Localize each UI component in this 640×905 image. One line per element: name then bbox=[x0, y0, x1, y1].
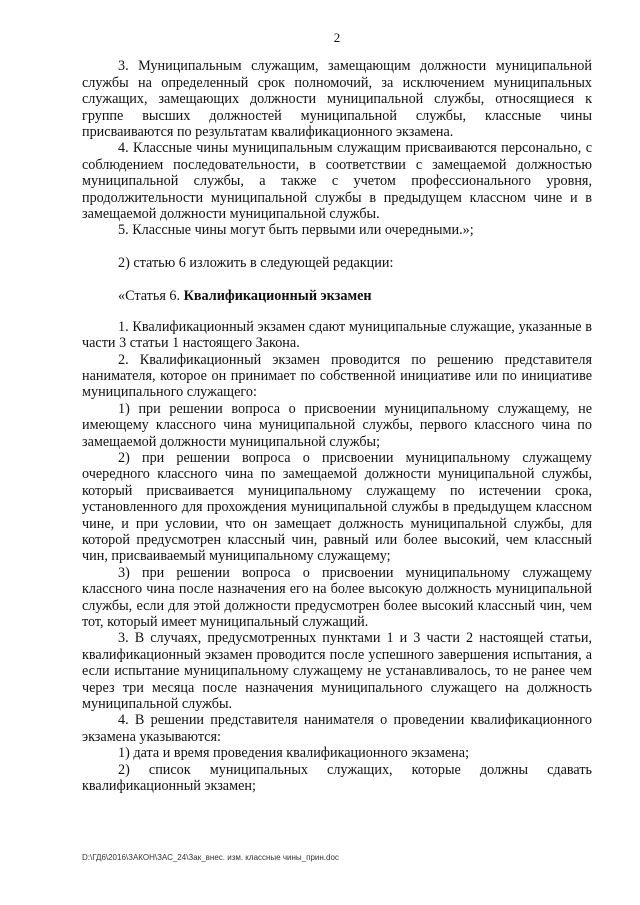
paragraph-art6-item-2: 2) при решении вопроса о присвоении муниципальному служащему очередного классного чина по замещаемой должности муниципальной службы, который присваивается муниципальному служащему по истечении срока, установленного для прохождения муниципальной службы в предыдущем классном чине, и при условии, что он замещает должность муниципальной службы, для которой предусмотрен классный чин, равный или более высокий, чем классный чин, присваиваемый муниципальному служащему; bbox=[82, 449, 592, 565]
article-heading bbox=[82, 288, 592, 304]
paragraph-part-5: 5. Классные чины могут быть первыми или очередными.»; bbox=[118, 222, 474, 239]
document-page bbox=[82, 30, 592, 794]
article-heading-prefix: «Статья 6. bbox=[118, 288, 184, 305]
paragraph-art6-part4-item-1: 1) дата и время проведения квалификационного экзамена; bbox=[118, 745, 470, 762]
page-number: 2 bbox=[333, 30, 341, 45]
paragraph-art6-part-4: 4. В решении представителя нанимателя о проведении квалификационного экзамена указываются: bbox=[82, 712, 592, 745]
paragraph-art6-part-2: 2. Квалификационный экзамен проводится по решению представителя нанимателя, которое он принимает по собственной инициативе или по инициативе муниципального служащего: bbox=[82, 351, 592, 401]
paragraph-art6-item-1: 1) при решении вопроса о присвоении муниципальному служащему, не имеющему классного чина муниципальной службы, первого классного чина по замещаемой должности муниципальной службы; bbox=[82, 400, 592, 450]
paragraph-part-3: 3. Муниципальным служащим, замещающим должности муниципальной службы на определенный срок полномочий, за исключением муниципальных служащих, замещающих должности муниципальной службы, относящиеся к группе высших должностей муниципальной службы, классные чины присваиваются по результатам квалификационного экзамена. bbox=[82, 58, 592, 141]
article-heading-title: Квалификационный экзамен bbox=[183, 288, 372, 305]
paragraph-art6-item-3: 3) при решении вопроса о присвоении муниципальному служащему классного чина после назначения его на более высокую должность муниципальной службы, если для этой должности предусмотрен более высокий классный чин, чем тот, который имеет муниципальный служащий. bbox=[82, 564, 592, 630]
footer-file-path: D:\ГД6\2016\ЗАКОН\ЗАС_24\Зак_внес. изм. классные чины_прин.doc bbox=[82, 853, 339, 862]
paragraph-amendment-2: 2) статью 6 изложить в следующей редакции: bbox=[118, 254, 394, 271]
paragraph-art6-part-1: 1. Квалификационный экзамен сдают муниципальные служащие, указанные в части 3 статьи 1 настоящего Закона. bbox=[82, 318, 592, 352]
paragraph-part-4: 4. Классные чины муниципальным служащим присваиваются персонально, с соблюдением последовательности, в соответствии с замещаемой должностью муниципальной службы, а также с учетом профессионального уровня, продолжительности муниципальной службы в предыдущем классном чине и в замещаемой должности муниципальной службы. bbox=[82, 140, 592, 223]
paragraph-art6-part4-item-2: 2) список муниципальных служащих, которые должны сдавать квалификационный экзамен; bbox=[82, 761, 592, 795]
paragraph-art6-part-3: 3. В случаях, предусмотренных пунктами 1 и 3 части 2 настоящей статьи, квалификационный экзамен проводится после успешного завершения испытания, а если испытание муниципальному служащему не устанавливалось, то не ранее чем через три месяца после назначения муниципального служащего на должность муниципальной службы. bbox=[82, 630, 592, 713]
